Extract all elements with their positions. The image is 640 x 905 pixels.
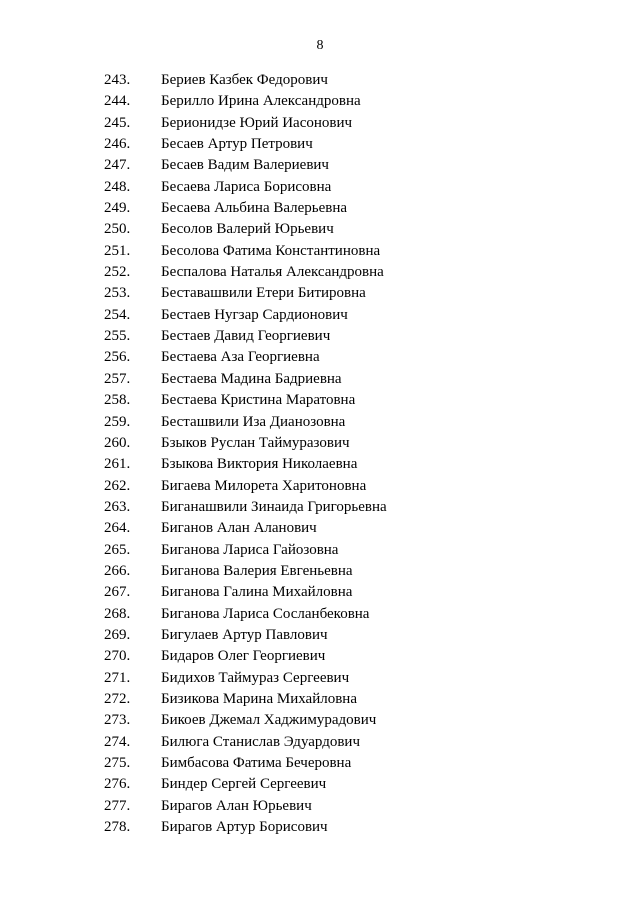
entry-name: Бесолова Фатима Константиновна <box>161 242 381 259</box>
list-item <box>0 497 640 518</box>
list-item <box>0 262 640 283</box>
entry-number: 255. <box>104 328 131 345</box>
entry-number: 261. <box>104 456 131 473</box>
list-item <box>0 646 640 667</box>
entry-name: Беспалова Наталья Александровна <box>161 264 384 281</box>
list-item <box>0 241 640 262</box>
list-item <box>0 283 640 304</box>
entry-name: Бестаева Мадина Бадриевна <box>161 370 342 387</box>
list-item <box>0 561 640 582</box>
entry-number: 271. <box>104 669 131 686</box>
entry-number: 248. <box>104 178 131 195</box>
entry-name: Бесаева Лариса Борисовна <box>161 178 332 195</box>
entry-number: 253. <box>104 285 131 302</box>
entry-number: 260. <box>104 434 131 451</box>
entry-name: Бесташвили Иза Дианозовна <box>161 413 346 430</box>
list-item <box>0 689 640 710</box>
entry-name: Бзыкова Виктория Николаевна <box>161 456 358 473</box>
list-item <box>0 155 640 176</box>
entry-number: 270. <box>104 648 131 665</box>
entry-number: 254. <box>104 306 131 323</box>
entry-number: 274. <box>104 733 131 750</box>
entry-name: Бестаев Нугзар Сардионович <box>161 306 348 323</box>
list-item <box>0 774 640 795</box>
entry-number: 256. <box>104 349 131 366</box>
entry-number: 263. <box>104 498 131 515</box>
list-item <box>0 70 640 91</box>
entry-number: 262. <box>104 477 131 494</box>
entry-name: Бикоев Джемал Хаджимурадович <box>161 712 377 729</box>
entry-name: Бесолов Валерий Юрьевич <box>161 221 334 238</box>
entry-number: 265. <box>104 541 131 558</box>
list-item <box>0 113 640 134</box>
entry-name: Биндер Сергей Сергеевич <box>161 776 327 793</box>
entry-number: 266. <box>104 562 131 579</box>
entry-name: Биганова Лариса Сосланбековна <box>161 605 370 622</box>
entry-number: 249. <box>104 200 131 217</box>
list-item <box>0 668 640 689</box>
list-item <box>0 134 640 155</box>
entry-number: 258. <box>104 392 131 409</box>
entry-number: 272. <box>104 690 131 707</box>
list-item <box>0 753 640 774</box>
entry-name: Берилло Ирина Александровна <box>161 93 361 110</box>
list-item <box>0 433 640 454</box>
entry-number: 269. <box>104 626 131 643</box>
list-item <box>0 732 640 753</box>
entry-name: Биганова Галина Михайловна <box>161 584 353 601</box>
entry-number: 251. <box>104 242 131 259</box>
list-item <box>0 326 640 347</box>
entry-name: Бесаев Вадим Валериевич <box>161 157 329 174</box>
entry-name: Билюга Станислав Эдуардович <box>161 733 360 750</box>
list-item <box>0 412 640 433</box>
entry-number: 243. <box>104 72 131 88</box>
entry-number: 277. <box>104 797 131 814</box>
name-list <box>0 70 640 838</box>
entry-number: 257. <box>104 370 131 387</box>
entry-name: Бериев Казбек Федорович <box>161 72 328 88</box>
entry-name: Бестаева Аза Георгиевна <box>161 349 320 366</box>
list-item <box>0 91 640 112</box>
entry-name: Биганова Валерия Евгеньевна <box>161 562 353 579</box>
list-item <box>0 198 640 219</box>
entry-name: Бизикова Марина Михайловна <box>161 690 357 707</box>
entry-name: Бирагов Алан Юрьевич <box>161 797 312 814</box>
list-item <box>0 369 640 390</box>
entry-number: 267. <box>104 584 131 601</box>
page-number: 8 <box>316 38 324 53</box>
entry-number: 278. <box>104 819 131 836</box>
list-item <box>0 817 640 838</box>
entry-name: Бирагов Артур Борисович <box>161 819 328 836</box>
entry-number: 252. <box>104 264 131 281</box>
entry-name: Бесаев Артур Петрович <box>161 136 313 153</box>
entry-name: Бидихов Таймураз Сергеевич <box>161 669 350 686</box>
entry-name: Бидаров Олег Георгиевич <box>161 648 326 665</box>
list-item <box>0 390 640 411</box>
list-item <box>0 625 640 646</box>
entry-number: 276. <box>104 776 131 793</box>
entry-name: Беставашвили Етери Битировна <box>161 285 366 302</box>
list-item <box>0 347 640 368</box>
entry-number: 247. <box>104 157 131 174</box>
entry-number: 268. <box>104 605 131 622</box>
list-item <box>0 582 640 603</box>
entry-number: 259. <box>104 413 131 430</box>
entry-name: Биганова Лариса Гайозовна <box>161 541 339 558</box>
entry-name: Биганашвили Зинаида Григорьевна <box>161 498 387 515</box>
entry-number: 273. <box>104 712 131 729</box>
list-item <box>0 177 640 198</box>
entry-name: Бигаева Милорета Харитоновна <box>161 477 367 494</box>
list-item <box>0 518 640 539</box>
entry-number: 244. <box>104 93 131 110</box>
list-item <box>0 476 640 497</box>
entry-name: Бесаева Альбина Валерьевна <box>161 200 348 217</box>
list-item <box>0 540 640 561</box>
list-item <box>0 454 640 475</box>
entry-name: Бестаев Давид Георгиевич <box>161 328 331 345</box>
list-item <box>0 796 640 817</box>
list-item <box>0 219 640 240</box>
entry-number: 250. <box>104 221 131 238</box>
entry-number: 245. <box>104 114 131 131</box>
entry-name: Берионидзе Юрий Иасонович <box>161 114 353 131</box>
entry-name: Бигулаев Артур Павлович <box>161 626 328 643</box>
entry-number: 275. <box>104 755 131 771</box>
entry-number: 246. <box>104 136 131 153</box>
entry-name: Бимбасова Фатима Бечеровна <box>161 755 352 771</box>
entry-name: Бзыков Руслан Таймуразович <box>161 434 350 451</box>
entry-name: Биганов Алан Аланович <box>161 520 317 537</box>
entry-number: 264. <box>104 520 131 537</box>
entry-name: Бестаева Кристина Маратовна <box>161 392 356 409</box>
list-item <box>0 305 640 326</box>
list-item <box>0 710 640 731</box>
list-item <box>0 604 640 625</box>
